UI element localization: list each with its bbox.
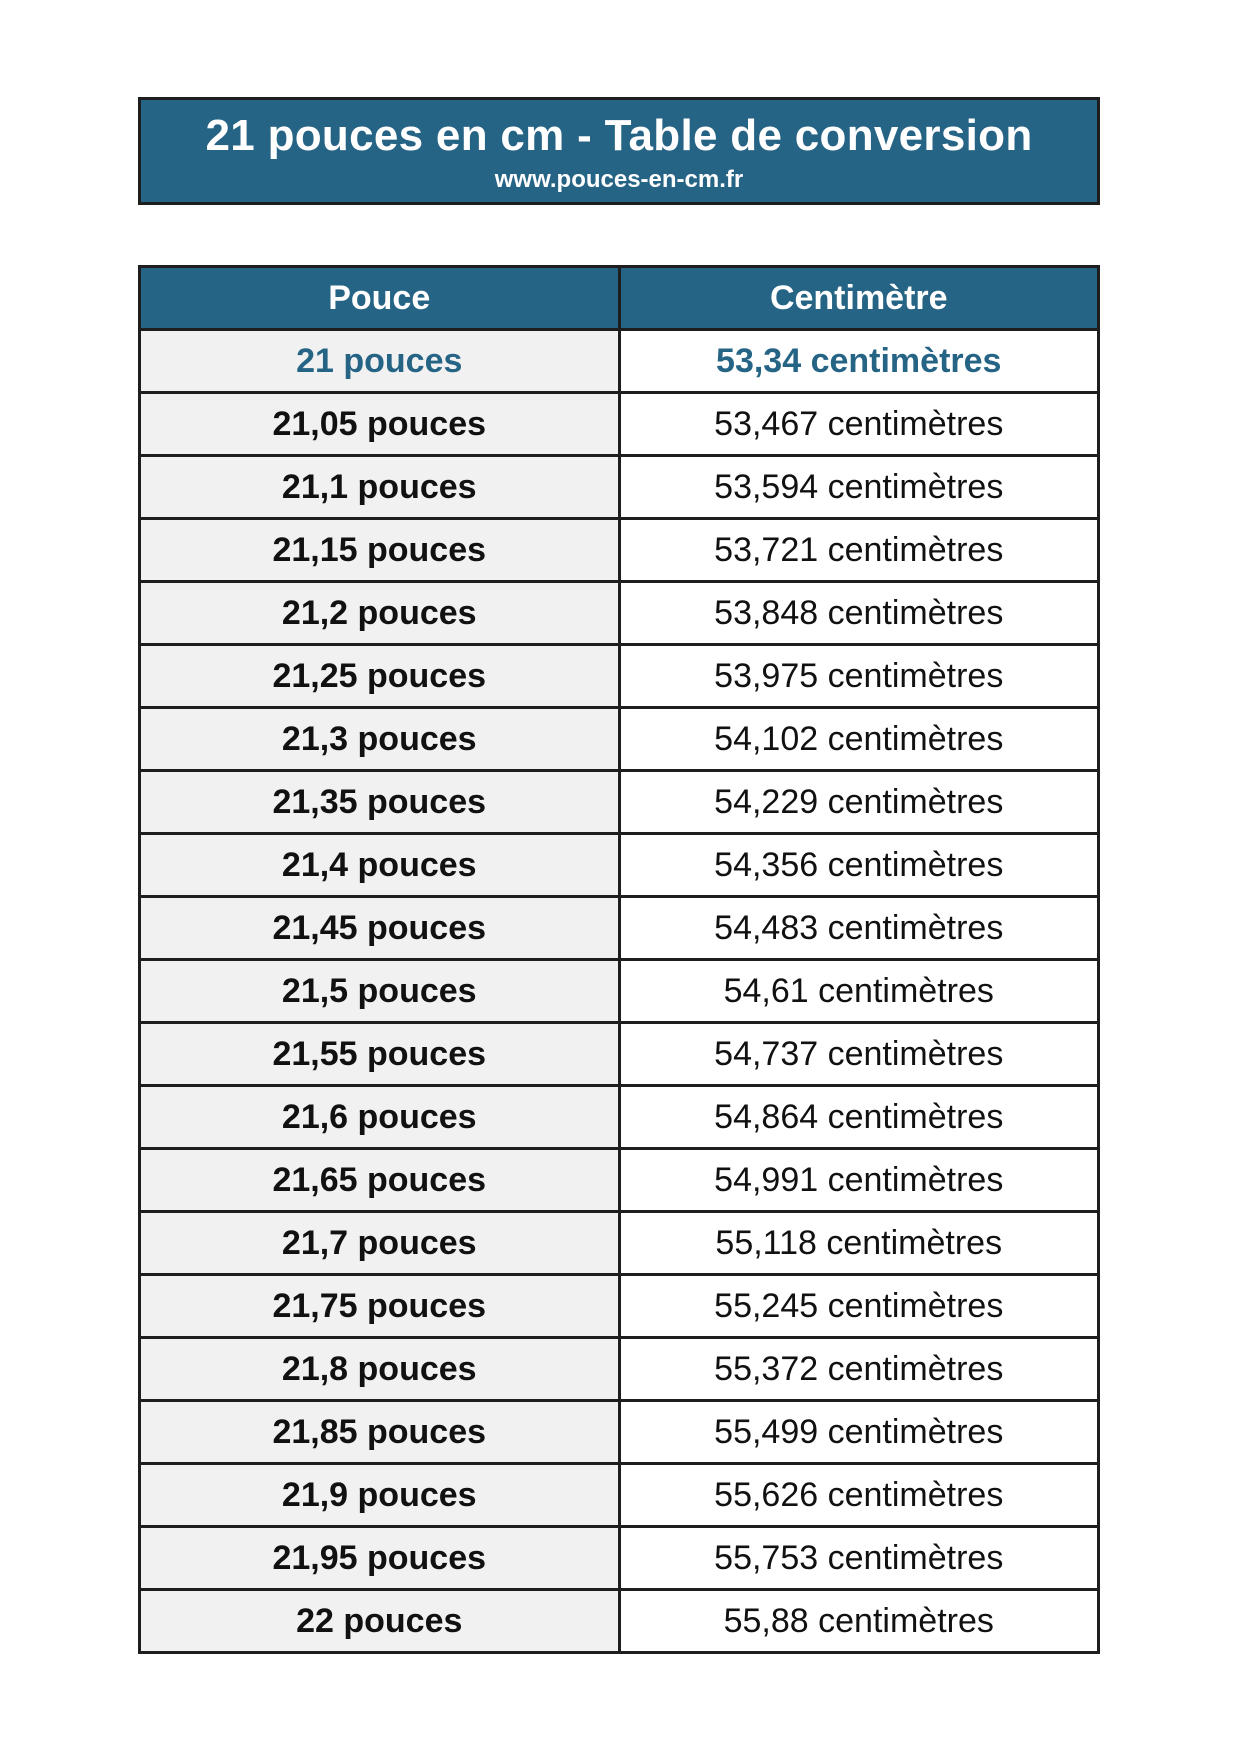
inch-cell: 21,45 pouces (140, 897, 620, 960)
table-row (140, 393, 1099, 456)
inch-cell: 21,3 pouces (140, 708, 620, 771)
table-row (140, 897, 1099, 960)
cm-cell: 54,356 centimètres (619, 834, 1099, 897)
cm-cell: 55,88 centimètres (619, 1590, 1099, 1653)
table-row (140, 330, 1099, 393)
cm-cell: 54,864 centimètres (619, 1086, 1099, 1149)
table-row (140, 1590, 1099, 1653)
inch-cell: 21,9 pouces (140, 1464, 620, 1527)
conversion-table (138, 265, 1100, 1654)
cm-cell: 55,118 centimètres (619, 1212, 1099, 1275)
cm-cell: 53,848 centimètres (619, 582, 1099, 645)
inch-cell: 22 pouces (140, 1590, 620, 1653)
table-row (140, 1149, 1099, 1212)
cm-cell: 53,721 centimètres (619, 519, 1099, 582)
inch-cell: 21,35 pouces (140, 771, 620, 834)
column-header-pouce: Pouce (140, 267, 620, 330)
table-body (140, 330, 1099, 1653)
cm-cell: 53,34 centimètres (619, 330, 1099, 393)
table-row (140, 708, 1099, 771)
table-row (140, 1275, 1099, 1338)
cm-cell: 55,499 centimètres (619, 1401, 1099, 1464)
table-row (140, 771, 1099, 834)
cm-cell: 53,594 centimètres (619, 456, 1099, 519)
inch-cell: 21,25 pouces (140, 645, 620, 708)
inch-cell: 21,15 pouces (140, 519, 620, 582)
table-row (140, 1464, 1099, 1527)
cm-cell: 54,229 centimètres (619, 771, 1099, 834)
inch-cell: 21,5 pouces (140, 960, 620, 1023)
table-row (140, 456, 1099, 519)
table-row (140, 1212, 1099, 1275)
table-row (140, 1023, 1099, 1086)
cm-cell: 54,483 centimètres (619, 897, 1099, 960)
table-row (140, 582, 1099, 645)
inch-cell: 21,65 pouces (140, 1149, 620, 1212)
cm-cell: 55,372 centimètres (619, 1338, 1099, 1401)
table-row (140, 1338, 1099, 1401)
inch-cell: 21,75 pouces (140, 1275, 620, 1338)
inch-cell: 21,55 pouces (140, 1023, 620, 1086)
cm-cell: 55,245 centimètres (619, 1275, 1099, 1338)
cm-cell: 54,61 centimètres (619, 960, 1099, 1023)
table-row (140, 1086, 1099, 1149)
cm-cell: 54,991 centimètres (619, 1149, 1099, 1212)
table-row (140, 1527, 1099, 1590)
inch-cell: 21,2 pouces (140, 582, 620, 645)
inch-cell: 21,95 pouces (140, 1527, 620, 1590)
cm-cell: 53,467 centimètres (619, 393, 1099, 456)
inch-cell: 21,05 pouces (140, 393, 620, 456)
table-row (140, 519, 1099, 582)
table-row (140, 960, 1099, 1023)
table-row (140, 1401, 1099, 1464)
inch-cell: 21,1 pouces (140, 456, 620, 519)
cm-cell: 55,753 centimètres (619, 1527, 1099, 1590)
inch-cell: 21 pouces (140, 330, 620, 393)
table-row (140, 645, 1099, 708)
title-banner (138, 97, 1100, 205)
cm-cell: 53,975 centimètres (619, 645, 1099, 708)
cm-cell: 54,737 centimètres (619, 1023, 1099, 1086)
table-header-row (140, 267, 1099, 330)
inch-cell: 21,4 pouces (140, 834, 620, 897)
site-url: www.pouces-en-cm.fr (494, 166, 744, 193)
cm-cell: 55,626 centimètres (619, 1464, 1099, 1527)
cm-cell: 54,102 centimètres (619, 708, 1099, 771)
table-row (140, 834, 1099, 897)
inch-cell: 21,6 pouces (140, 1086, 620, 1149)
inch-cell: 21,85 pouces (140, 1401, 620, 1464)
inch-cell: 21,7 pouces (140, 1212, 620, 1275)
column-header-centimetre: Centimètre (619, 267, 1099, 330)
inch-cell: 21,8 pouces (140, 1338, 620, 1401)
page-title: 21 pouces en cm - Table de conversion (205, 111, 1033, 160)
